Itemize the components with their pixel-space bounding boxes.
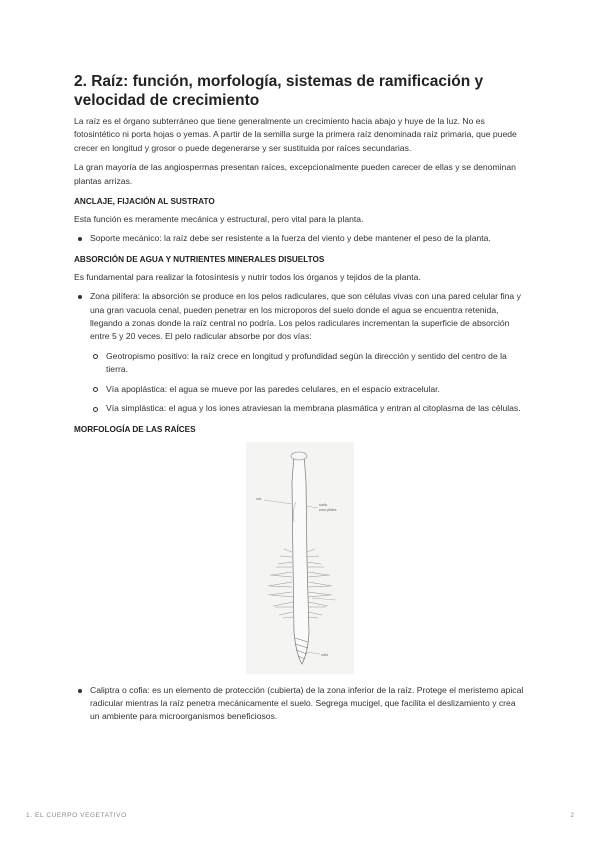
label-raiz: raíz: [256, 496, 262, 501]
figure-container: [74, 442, 526, 674]
sub-item-via-apoplastica: Vía apoplástica: el agua se mueve por las paredes celulares, en el espacio extracelular.: [90, 383, 526, 396]
intro-paragraph-2: La gran mayoría de las angiospermas presentan raíces, excepcionalmente pueden carecer de ellas y se denominan plantas arrizas.: [74, 162, 516, 186]
sub-item-via-simplastica: Vía simplástica: el agua y los iones atraviesan la membrana plasmática y entran al citoplasma de las células.: [90, 402, 526, 415]
absorcion-sub-list: [90, 350, 526, 416]
list-item-zona-pilifera: [74, 290, 526, 415]
heading-anclaje: ANCLAJE, FIJACIÓN AL SUSTRATO: [74, 197, 215, 207]
absorcion-text: Es fundamental para realizar la fotosíntesis y nutrir todos los órganos y tejidos de la planta.: [74, 271, 421, 282]
sub-item-geotropismo: Geotropismo positivo: la raíz crece en longitud y profundidad según la dirección y sentido del centro de la tierra.: [90, 350, 526, 377]
morfologia-list: [74, 684, 526, 724]
list-item-caliptra: Caliptra o cofia: es un elemento de protección (cubierta) de la zona inferior de la raíz. Protege el meristemo apical radicular mientras la raíz penetra mecánicamente el suelo. Segrega mucigel, que facilita el deslizamiento y crea un ambiente para microorganismos beneficiosos.: [74, 684, 526, 724]
absorcion-list: [74, 290, 526, 415]
anclaje-text: Esta función es meramente mecánica y estructural, pero vital para la planta.: [74, 214, 364, 225]
intro-paragraph-1: La raíz es el órgano subterráneo que tiene generalmente un crecimiento hacia abajo y huye de la luz. No es fotosintético ni porta hojas o yemas. A partir de la semilla surge la primera raíz denominada raíz primaria, que puede crecer en longitud y grosor o puede degenerarse y ser sustituida por raíces secundarias.: [74, 116, 517, 153]
list-item-soporte: Soporte mecánico: la raíz debe ser resistente a la fuerza del viento y debe mantener el peso de la planta.: [74, 232, 526, 245]
page-content: [74, 72, 526, 730]
label-zona-pilifera: zona pilífera: [319, 507, 337, 512]
heading-morfologia: MORFOLOGÍA DE LAS RAÍCES: [74, 424, 196, 434]
section-title: 2. Raíz: función, morfología, sistemas de ramificación y velocidad de crecimiento: [74, 73, 484, 109]
zona-pilifera-text: Zona pilífera: la absorción se produce en los pelos radiculares, que son células vivas con una pared celular fina y una gran vacuola cenal, pueden penetrar en los microporos del suelo donde el agua se encuentra retenida, llegando a zonas donde la raíz central no podría. Los pelos radiculares incrementan la superficie de absorción entre 5 y 20 veces. El pelo radicular absorbe por dos vías:: [90, 291, 521, 342]
footer-page-number: 2: [570, 812, 574, 819]
label-cuello: cuello: [319, 502, 328, 507]
root-drawing: [246, 442, 354, 674]
footer-chapter: 1. EL CUERPO VEGETATIVO: [26, 812, 127, 819]
heading-absorcion: ABSORCIÓN DE AGUA Y NUTRIENTES MINERALES DISUELTOS: [74, 254, 325, 264]
label-cofia: cofia: [321, 652, 328, 657]
root-illustration: [246, 442, 354, 674]
anclaje-list: [74, 232, 526, 245]
